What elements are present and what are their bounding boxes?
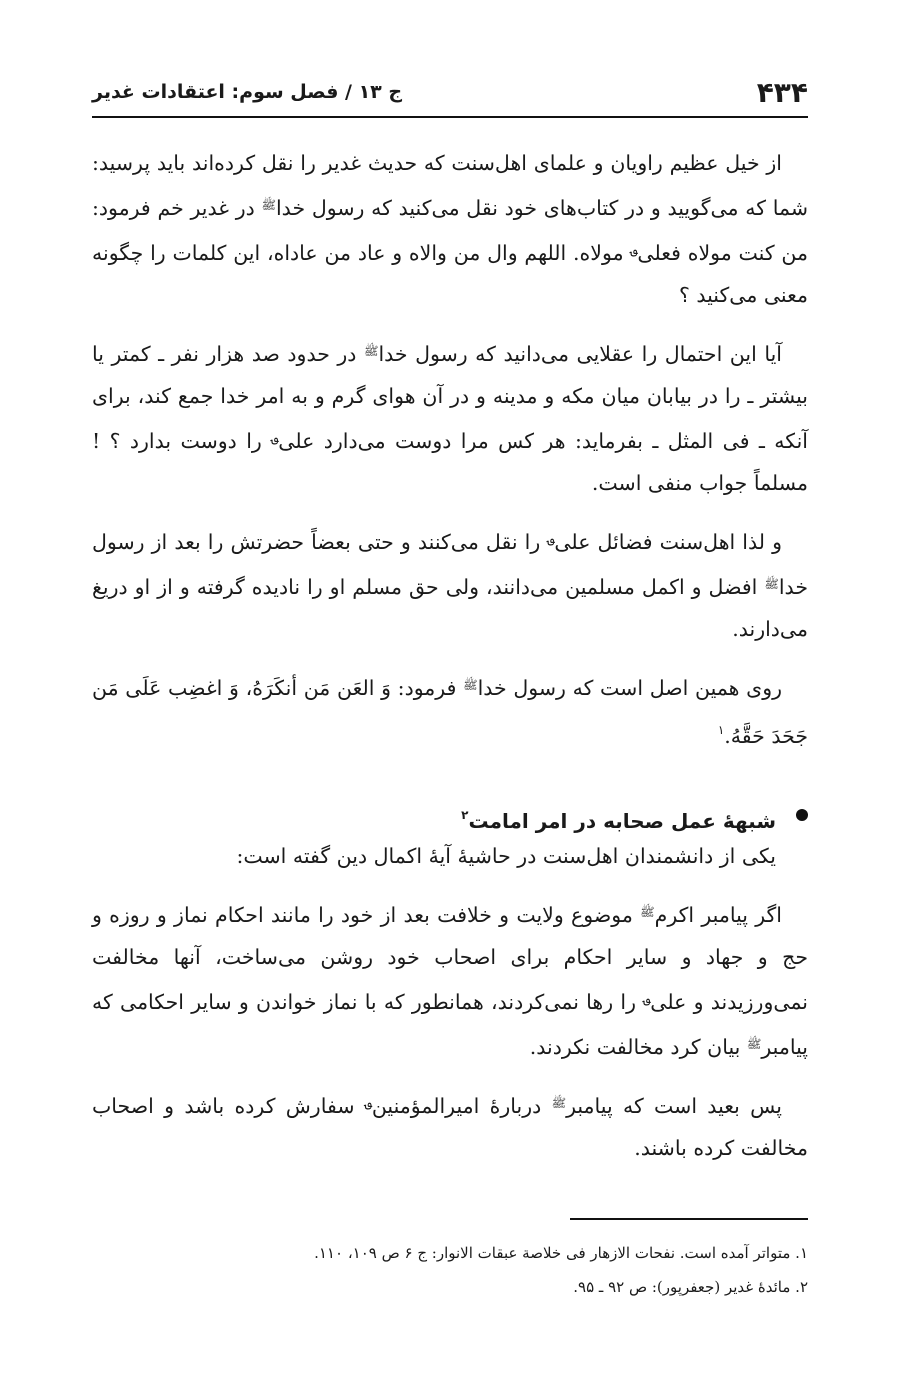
paragraph-5 (92, 891, 808, 1068)
text: سفارش کرده باشد و اصحاب مخالفت کرده باشند. (92, 1094, 808, 1160)
honorific-mark: ﷺ (463, 678, 478, 692)
footnote-rule (570, 1218, 808, 1220)
footnote-2: ۲. مائدهٔ غدیر (جعفرپور): ص ۹۲ ـ ۹۵. (573, 1278, 808, 1296)
honorific-mark: ﷺ (764, 577, 779, 591)
honorific-mark: ؈ (271, 431, 279, 445)
text: مولاه. اللهم وال من والاه و عاد من عاداه، این کلمات را چگونه معنی می‌کنید ؟ (92, 241, 808, 307)
footnote-ref-1[interactable]: ۱ (717, 723, 725, 737)
text: را رها نمی‌کردند، همانطور که با نماز خواندن و سایر احکامی که پیامبر (92, 990, 808, 1059)
text: روی همین اصل است که رسول خدا (477, 676, 783, 700)
honorific-mark: ﷺ (551, 1096, 567, 1110)
section-intro: یکی از دانشمندان اهل‌سنت در حاشیهٔ آیهٔ اکمال دین گفته است: (236, 844, 776, 868)
section-title-text: شبههٔ عمل صحابه در امر امامت (468, 809, 776, 833)
page-body (92, 142, 808, 1183)
text: دربارهٔ امیرالمؤمنین (371, 1094, 552, 1118)
honorific-mark: ﷺ (640, 905, 655, 919)
text: از خیل عظیم راویان و علمای اهل‌سنت که حدیث غدیر را نقل کرده‌اند باید پرسید: شما که می‌گویید و در کتاب‌های خود نقل می‌کنید که رسول خدا (92, 151, 809, 220)
honorific-mark: ﷺ (363, 344, 379, 358)
text: فرمود: وَ العَن مَن أنکَرَهُ، وَ اغضِب عَلَی مَن جَحَدَ حَقَّهُ. (92, 676, 808, 748)
paragraph-2 (92, 330, 808, 504)
text: آیا این احتمال را عقلایی می‌دانید که رسول خدا (378, 342, 782, 366)
text: موضوع ولایت و خلافت بعد از خود را مانند احکام نماز و روزه و حج و جهاد و سایر احکام برای اصحاب خود روشن می‌ساخت، آنها مخالفت نمی‌ورزیدند و علی (92, 903, 809, 1014)
text: افضل و اکمل مسلمین می‌دانند، ولی حق مسلم او را نادیده گرفته و از او دریغ می‌دارند. (92, 575, 808, 641)
section-title (461, 795, 776, 841)
paragraph-4 (92, 664, 808, 757)
honorific-mark: ؈ (630, 243, 638, 257)
honorific-mark: ؈ (364, 1096, 372, 1110)
text: در حدود صد هزار نفر ـ کمتر یا بیشتر ـ را در بیابان میان مکه و مدینه و در آن هوای گرم و به امر خدا جمع کند، برای آنکه ـ فی المثل ـ بفرماید: هر کس مرا دوست می‌دارد علی (92, 342, 808, 453)
text: اگر پیامبر اکرم (654, 903, 783, 927)
text: را نقل می‌کنند و حتی بعضاً حضرتش را بعد از رسول خدا (92, 530, 808, 599)
footnote-1: ۱. متواتر آمده است. نفحات الازهار فی خلاصة عبقات الانوار: ج ۶ ص ۱۰۹، ۱۱۰. (314, 1244, 808, 1262)
text: پس بعید است که پیامبر (566, 1094, 782, 1118)
footnotes (92, 1236, 808, 1304)
text: بیان کرد مخالفت نکردند. (529, 1035, 747, 1059)
honorific-mark: ﷺ (261, 198, 276, 212)
paragraph-3 (92, 518, 808, 650)
honorific-mark: ؈ (547, 532, 555, 546)
paragraph-6 (92, 1082, 808, 1169)
page-number: ۴۳۴ (756, 75, 808, 109)
section-heading (92, 795, 808, 835)
text: را دوست بدارد ؟ ! مسلماً جواب منفی است. (92, 429, 808, 495)
running-head (92, 72, 808, 112)
text: و لذا اهل‌سنت فضائل علی (554, 530, 782, 554)
honorific-mark: ؈ (643, 992, 651, 1006)
chapter-title: ج ۱۳ / فصل سوم: اعتقادات غدیر (92, 81, 403, 103)
text: در غدیر خم فرمود: من کنت مولاه فعلی (92, 196, 809, 265)
footnote-ref-2[interactable]: ۲ (461, 808, 469, 822)
header-rule (92, 116, 808, 118)
bullet-icon (796, 809, 808, 821)
honorific-mark: ﷺ (746, 1037, 762, 1051)
paragraph-1 (92, 142, 808, 316)
